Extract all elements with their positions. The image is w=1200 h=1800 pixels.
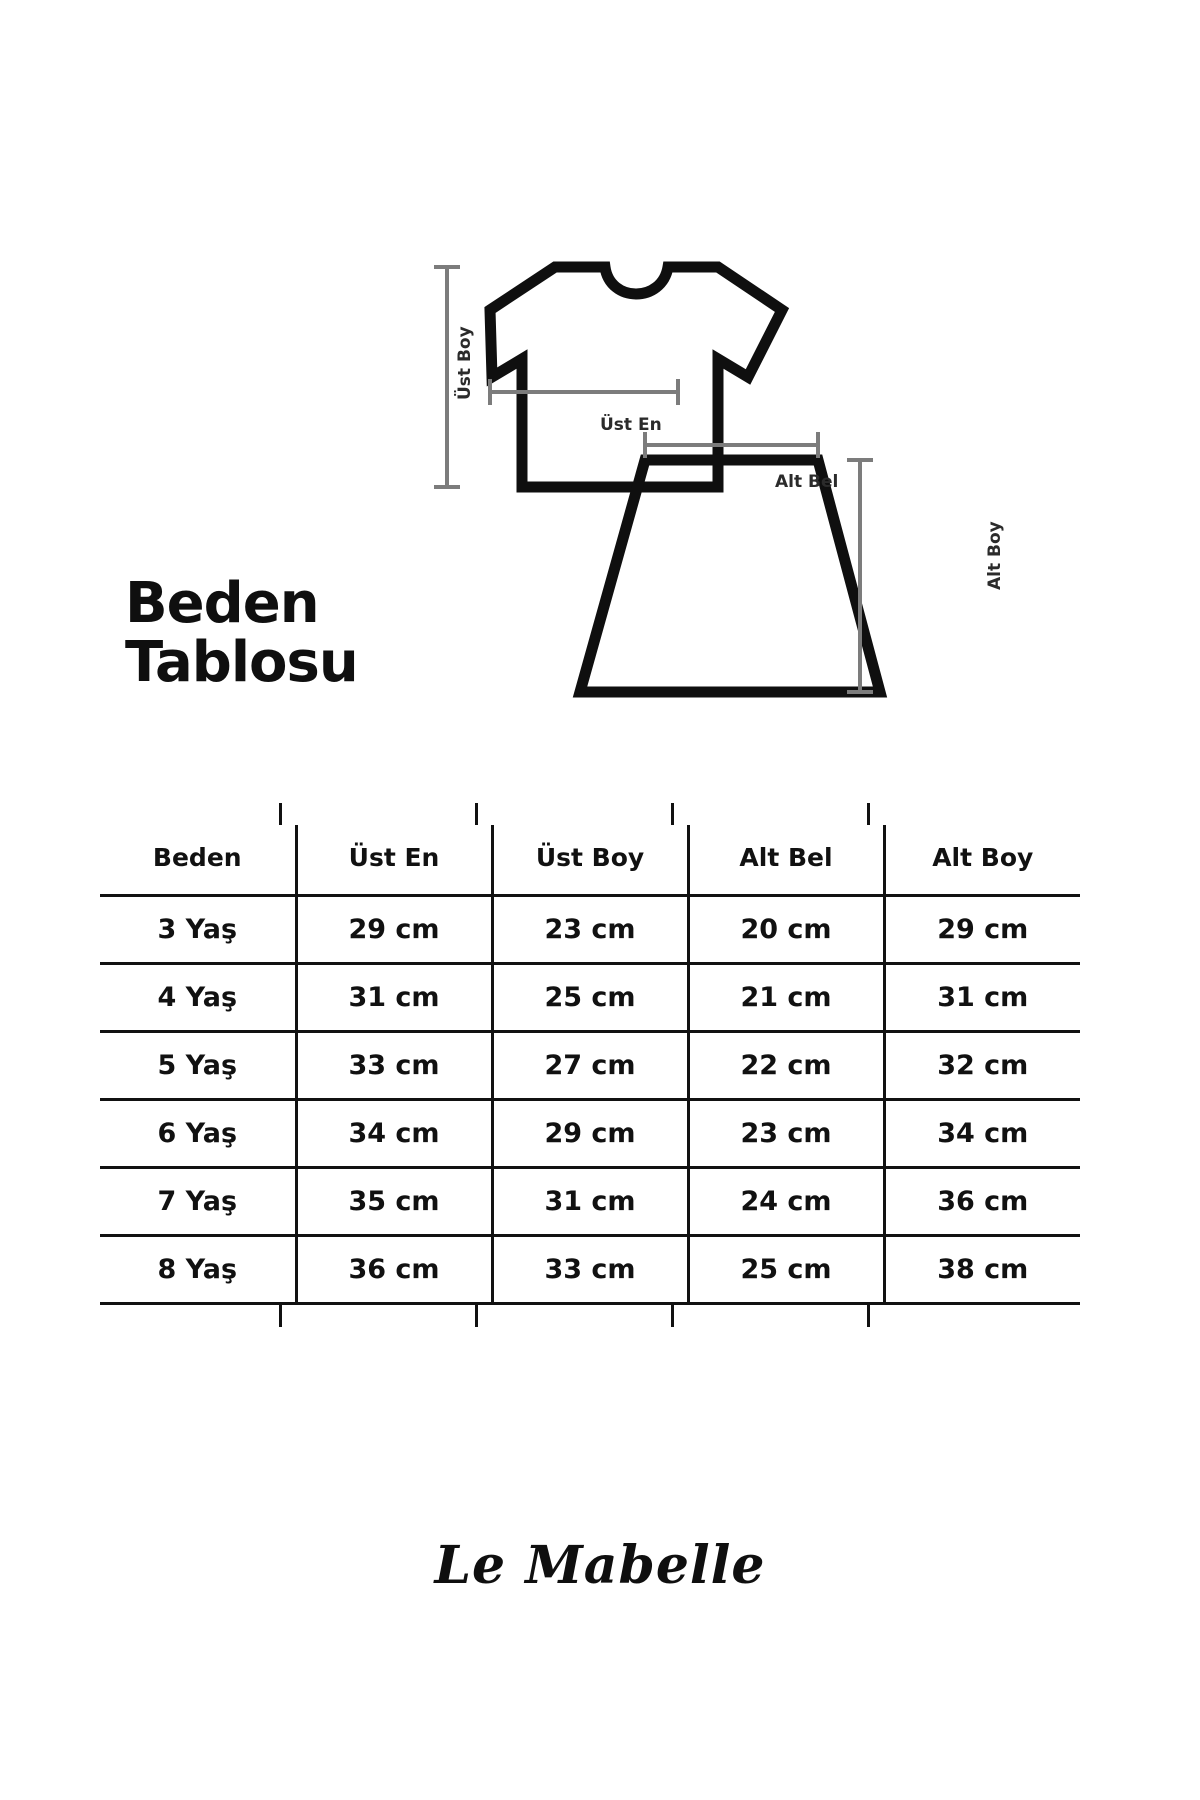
column-header-alt-boy: Alt Boy: [932, 843, 1034, 872]
size-table-wrapper: [100, 825, 1080, 1305]
table-top-ticks: [100, 803, 1080, 825]
table-header-row: [100, 825, 1080, 896]
table-row: [100, 1032, 1080, 1100]
diagram-label-alt-boy: Alt Boy: [985, 521, 1005, 590]
cell-ust-boy: 31 cm: [492, 1168, 688, 1236]
cell-alt-bel: 20 cm: [688, 896, 884, 964]
cell-ust-en: 33 cm: [296, 1032, 492, 1100]
column-header-ust-boy: Üst Boy: [492, 825, 688, 896]
table-bottom-ticks: [100, 1305, 1080, 1327]
cell-alt-bel: 21 cm: [688, 964, 884, 1032]
cell-ust-boy: 25 cm: [492, 964, 688, 1032]
cell-beden: 8 Yaş: [100, 1236, 296, 1304]
cell-ust-en: 31 cm: [296, 964, 492, 1032]
top-shape: [490, 267, 782, 487]
cell-beden: 7 Yaş: [100, 1168, 296, 1236]
cell-alt-bel: 22 cm: [688, 1032, 884, 1100]
cell-ust-en: 35 cm: [296, 1168, 492, 1236]
table-row: [100, 1168, 1080, 1236]
cell-ust-boy: 33 cm: [492, 1236, 688, 1304]
cell-alt-bel: 25 cm: [688, 1236, 884, 1304]
cell-beden: 6 Yaş: [100, 1100, 296, 1168]
table-row: [100, 896, 1080, 964]
cell-alt-boy: 29 cm: [884, 896, 1080, 964]
cell-alt-boy: 32 cm: [884, 1032, 1080, 1100]
cell-alt-boy: 38 cm: [884, 1236, 1080, 1304]
page-title-line-1: Beden: [125, 571, 319, 636]
cell-beden: 4 Yaş: [100, 964, 296, 1032]
column-header-beden: Beden: [100, 825, 296, 896]
table-row: [100, 1100, 1080, 1168]
cell-alt-bel: 23 cm: [688, 1100, 884, 1168]
column-header-alt-bel: Alt Bel: [688, 825, 884, 896]
cell-beden: 3 Yaş: [100, 896, 296, 964]
garment-diagram: [430, 255, 990, 725]
cell-beden: 5 Yaş: [100, 1032, 296, 1100]
cell-ust-en: 36 cm: [296, 1236, 492, 1304]
alt-bel-dimension: [645, 432, 818, 458]
brand-logo: Le Mabelle: [434, 1535, 766, 1596]
cell-alt-boy: 31 cm: [884, 964, 1080, 1032]
table-row: [100, 1236, 1080, 1304]
size-table: [100, 825, 1080, 1305]
column-header-ust-en: Üst En: [296, 825, 492, 896]
cell-alt-boy: 34 cm: [884, 1100, 1080, 1168]
cell-ust-en: 29 cm: [296, 896, 492, 964]
cell-alt-bel: 24 cm: [688, 1168, 884, 1236]
skirt-shape: [580, 460, 880, 692]
diagram-label-ust-boy: Üst Boy: [455, 326, 475, 400]
table-row: [100, 964, 1080, 1032]
cell-ust-en: 34 cm: [296, 1100, 492, 1168]
diagram-label-alt-bel: Alt Bel: [775, 472, 839, 492]
cell-ust-boy: 29 cm: [492, 1100, 688, 1168]
cell-ust-boy: 27 cm: [492, 1032, 688, 1100]
cell-ust-boy: 23 cm: [492, 896, 688, 964]
page-title-line-2: Tablosu: [125, 629, 358, 695]
diagram-label-ust-en: Üst En: [600, 415, 662, 435]
cell-alt-boy: 36 cm: [884, 1168, 1080, 1236]
